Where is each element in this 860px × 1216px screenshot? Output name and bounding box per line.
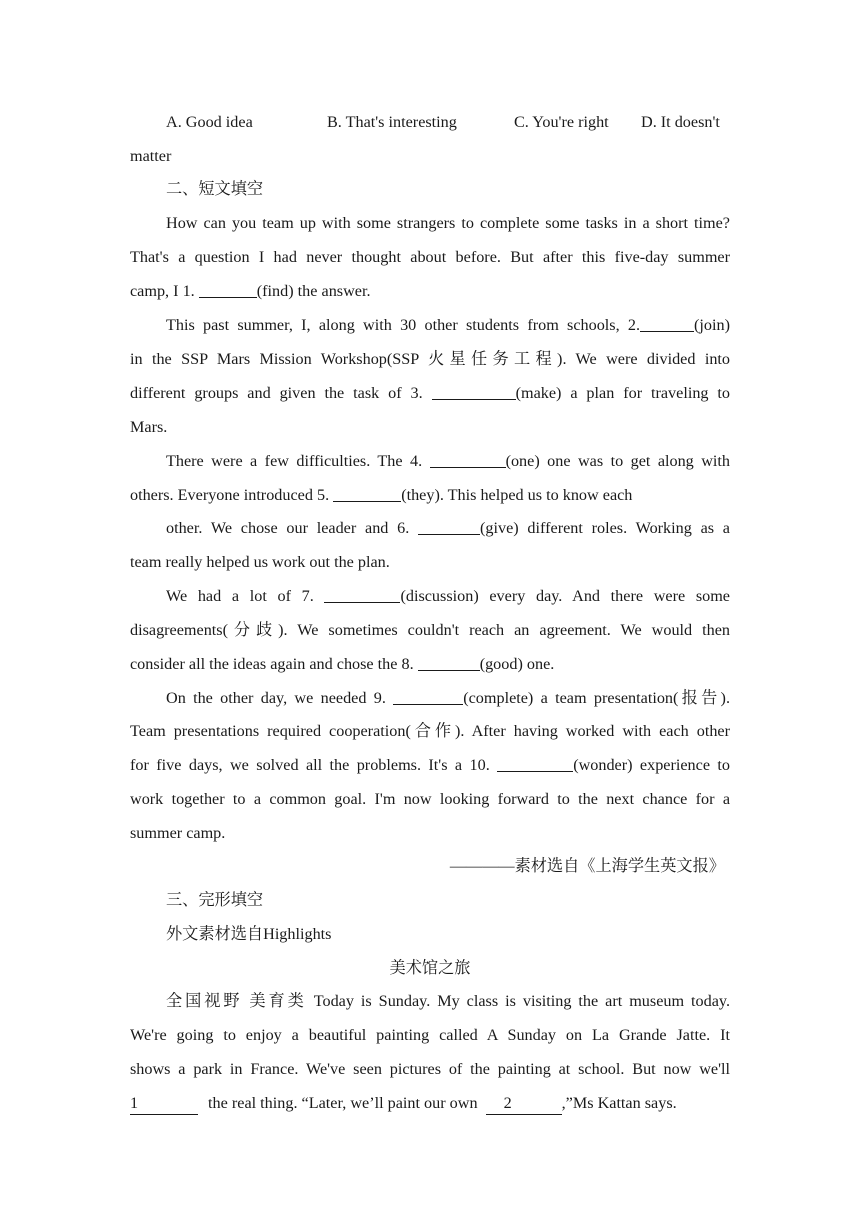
blank-5[interactable] (333, 485, 401, 502)
para5-line1 (166, 687, 730, 709)
para3-line3 (166, 517, 730, 539)
option-d: D. It doesn't (641, 113, 720, 131)
para5-line5: summer camp. (130, 824, 226, 842)
text: (find) the answer. (256, 282, 371, 300)
text: (good) one. (479, 655, 555, 673)
blank-1[interactable] (199, 281, 257, 298)
blank-10[interactable] (497, 755, 573, 772)
para3-line1 (166, 450, 730, 472)
text: On the other day, we needed 9. (166, 689, 386, 707)
source-note: ————素材选自《上海学生英文报》 (449, 857, 725, 875)
para2-line4: Mars. (130, 418, 168, 436)
text: This past summer, I, along with 30 other students from schools, 2. (166, 316, 641, 334)
cloze-blank-2[interactable] (486, 1092, 562, 1115)
para2-line2: in the SSP Mars Mission Workshop(SSP 火星任务工程). We were divided into (130, 350, 730, 368)
option-c: C. You're right (514, 113, 609, 131)
text: others. Everyone introduced 5. (130, 486, 330, 504)
section-heading-2: 二、短文填空 (166, 180, 264, 198)
cloze-line3: shows a park in France. We've seen pictures of the painting at school. But now we'll (130, 1060, 730, 1078)
text: (make) a plan for traveling to (515, 384, 731, 402)
text: (join) (694, 316, 730, 334)
blank-3[interactable] (432, 383, 516, 400)
para3-line4: team really helped us work out the plan. (130, 553, 390, 571)
text: camp, I 1. (130, 282, 195, 300)
para5-line2: Team presentations required cooperation(合作). After having worked with each other (130, 722, 730, 740)
text: (one) one was to get along with (505, 452, 730, 470)
para4-line2: disagreements(分歧). We sometimes couldn't reach an agreement. We would then (130, 621, 730, 639)
blank-8[interactable] (418, 654, 480, 671)
cloze-line2: We're going to enjoy a beautiful painting called A Sunday on La Grande Jatte. It (130, 1026, 730, 1044)
blank-6[interactable] (418, 518, 480, 535)
text: different groups and given the task of 3. (130, 384, 423, 402)
para1-line3 (130, 280, 730, 302)
blank-4[interactable] (430, 451, 506, 468)
para2-line1 (166, 314, 730, 336)
text: (complete) a team presentation(报告). (463, 689, 730, 707)
option-a: A. Good idea (166, 113, 253, 131)
passage-title: 美术馆之旅 (389, 959, 471, 977)
para4-line1 (166, 585, 730, 607)
text: We had a lot of 7. (166, 587, 314, 605)
text: There were a few difficulties. The 4. (166, 452, 423, 470)
option-b: B. That's interesting (327, 113, 457, 131)
cloze-line1: 全国视野 美育类 Today is Sunday. My class is visiting the art museum today. (166, 992, 730, 1010)
foreign-source: 外文素材选自Highlights (166, 925, 332, 943)
blank-2[interactable] (640, 315, 694, 332)
text: for five days, we solved all the problems. It's a 10. (130, 756, 490, 774)
section-heading-3: 三、完形填空 (166, 891, 264, 909)
text: (they). This helped us to know each (401, 486, 633, 504)
para4-line3 (130, 653, 730, 675)
cloze-line4 (130, 1092, 730, 1115)
blank-number: 1 (130, 1094, 139, 1112)
para5-line3 (130, 754, 730, 776)
text: the real thing. “Later, we’ll paint our own (208, 1094, 478, 1112)
text: (discussion) every day. And there were some (400, 587, 730, 605)
blank-number: 2 (503, 1094, 512, 1112)
text: (give) different roles. Working as a (480, 519, 730, 537)
text: ,”Ms Kattan says. (561, 1094, 677, 1112)
text: other. We chose our leader and 6. (166, 519, 410, 537)
blank-7[interactable] (324, 586, 400, 603)
cloze-blank-1[interactable] (130, 1092, 198, 1115)
para1-line1: How can you team up with some strangers to complete some tasks in a short time? (166, 214, 730, 232)
blank-9[interactable] (393, 688, 463, 705)
para1-line2: That's a question I had never thought about before. But after this five-day summer (130, 248, 730, 266)
text: (wonder) experience to (573, 756, 731, 774)
option-d-continued: matter (130, 147, 172, 165)
para5-line4: work together to a common goal. I'm now looking forward to the next chance for a (130, 790, 730, 808)
text: consider all the ideas again and chose the 8. (130, 655, 414, 673)
para3-line2 (130, 484, 730, 506)
para2-line3 (130, 382, 730, 404)
